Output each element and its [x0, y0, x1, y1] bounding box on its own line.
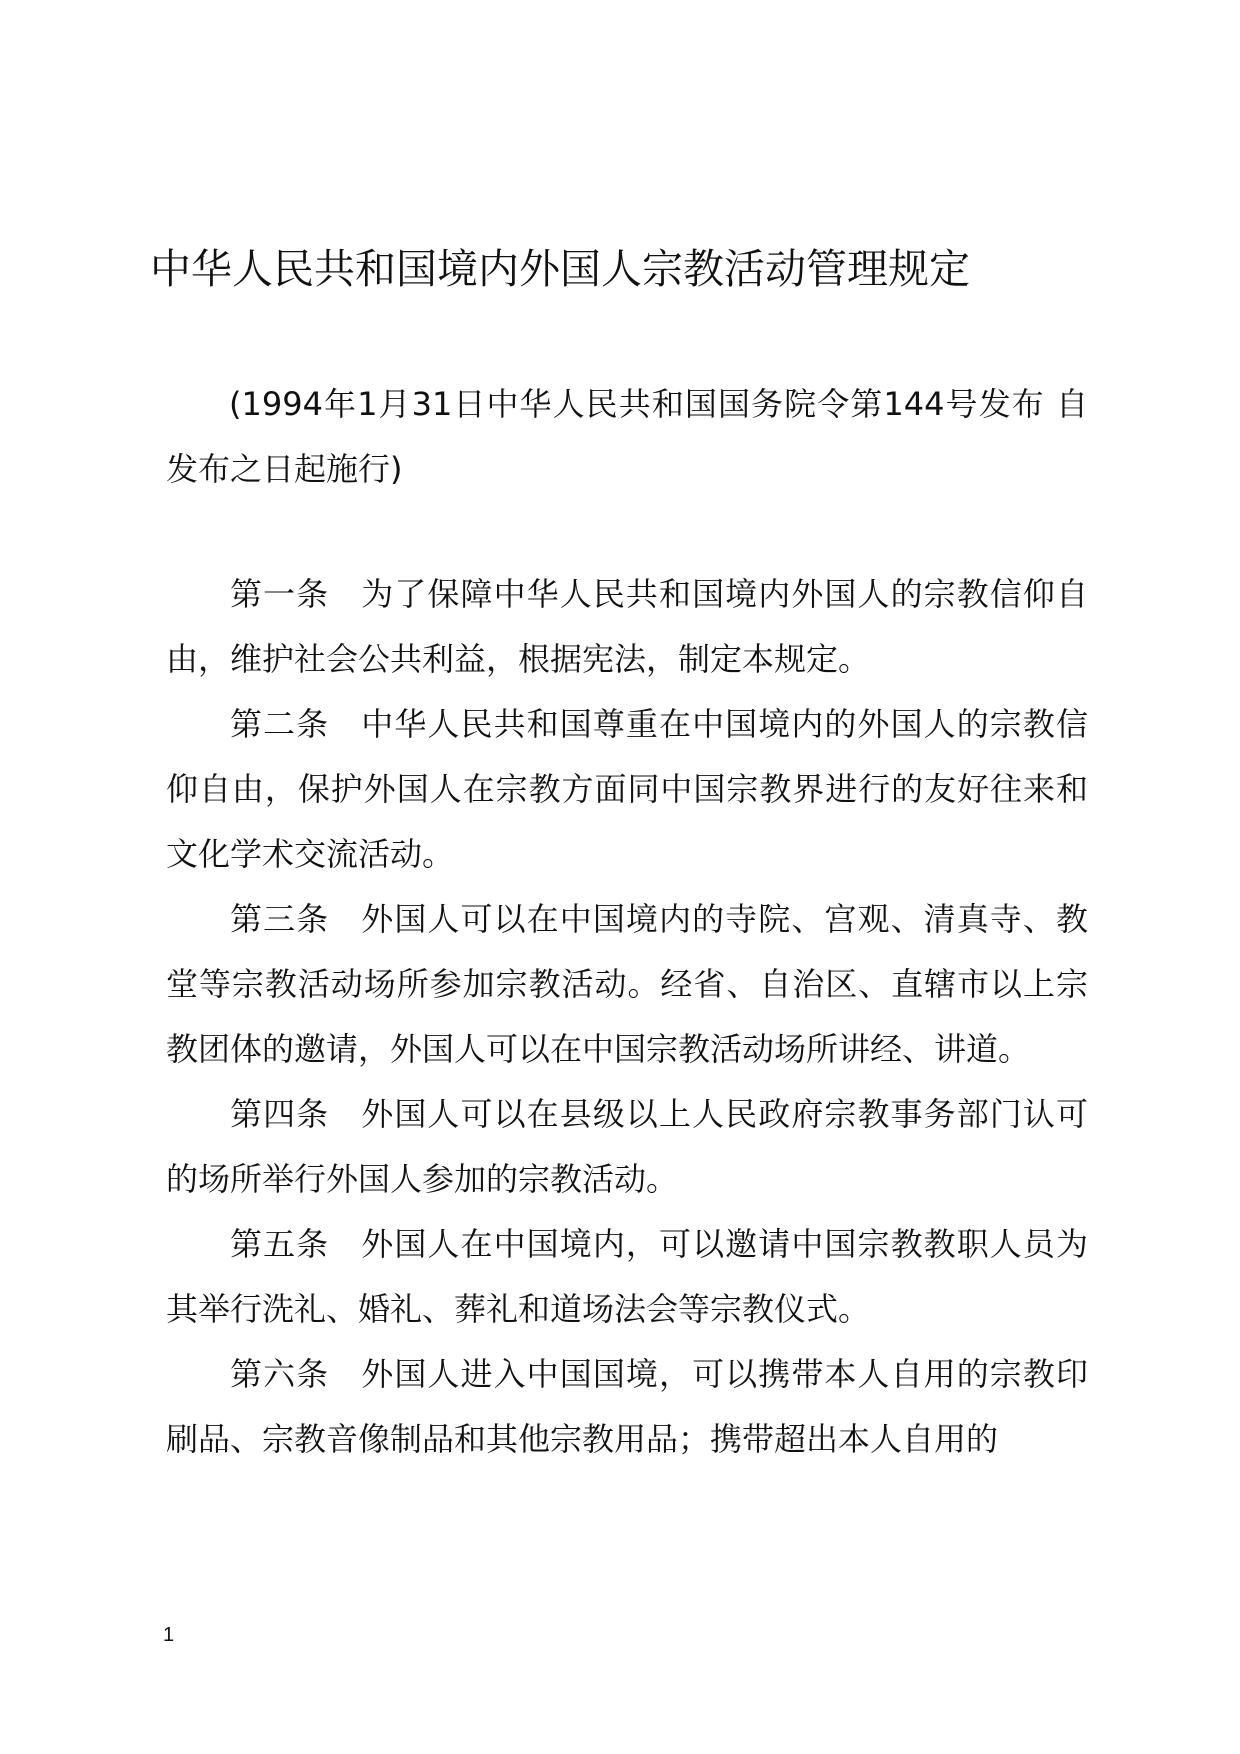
- document-title: 中华人民共和国境内外国人宗教活动管理规定: [150, 245, 970, 293]
- article-5: [166, 1212, 1088, 1342]
- article-text: 外国人可以在县级以上人民政府宗教事务部门认可的场所举行外国人参加的宗教活动。: [166, 1095, 1088, 1198]
- article-text: 外国人可以在中国境内的寺院、宫观、清真寺、教堂等宗教活动场所参加宗教活动。经省、自治区、直辖市以上宗教团体的邀请，外国人可以在中国宗教活动场所讲经、讲道。: [166, 900, 1088, 1068]
- document-subtitle: (1994年1月31日中华人民共和国国务院令第144号发布 自发布之日起施行): [166, 385, 1088, 488]
- article-number: 第六条: [230, 1355, 330, 1393]
- article-number: 第三条: [230, 900, 330, 938]
- article-6: [166, 1342, 1088, 1472]
- article-text: 外国人进入中国国境，可以携带本人自用的宗教印刷品、宗教音像制品和其他宗教用品；携带超出本人自用的: [166, 1355, 1088, 1458]
- article-3: [166, 887, 1088, 1082]
- article-4: [166, 1082, 1088, 1212]
- article-number: 第二条: [230, 705, 330, 743]
- article-list: [166, 562, 1088, 1472]
- article-number: 第四条: [230, 1095, 330, 1133]
- article-text: 外国人在中国境内，可以邀请中国宗教教职人员为其举行洗礼、婚礼、葬礼和道场法会等宗教仪式。: [166, 1225, 1088, 1328]
- page-number: 1: [163, 1624, 175, 1646]
- article-text: 为了保障中华人民共和国境内外国人的宗教信仰自由，维护社会公共利益，根据宪法，制定本规定。: [166, 575, 1088, 678]
- article-text: 中华人民共和国尊重在中国境内的外国人的宗教信仰自由，保护外国人在宗教方面同中国宗教界进行的友好往来和文化学术交流活动。: [166, 705, 1088, 873]
- article-2: [166, 692, 1088, 887]
- article-1: [166, 562, 1088, 692]
- article-number: 第五条: [230, 1225, 330, 1263]
- article-number: 第一条: [230, 575, 330, 613]
